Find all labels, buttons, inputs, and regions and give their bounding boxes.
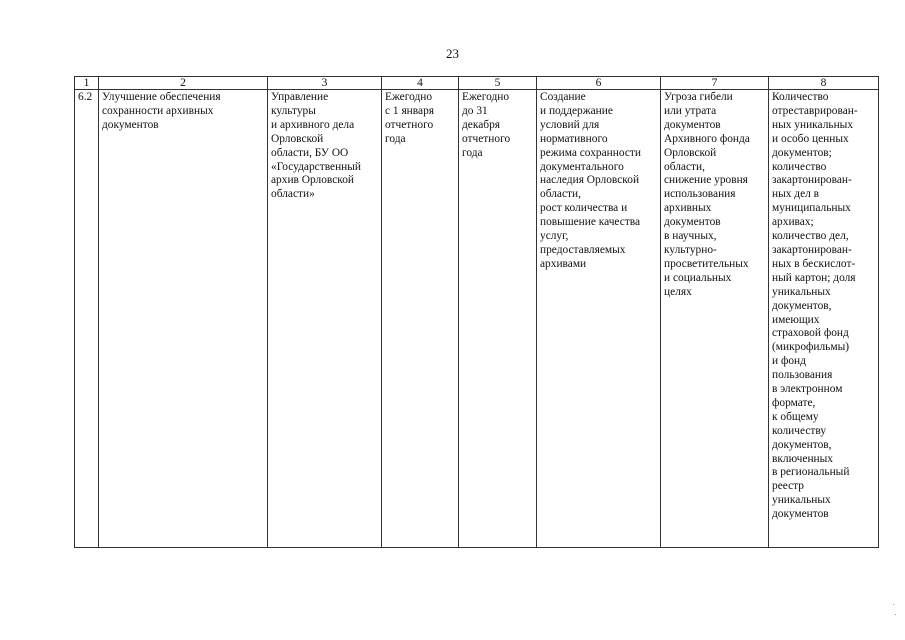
responsible-executor-cell (268, 90, 382, 548)
column-header-8: 8 (769, 77, 879, 90)
page-number: 23 (446, 46, 459, 61)
column-header-4: 4 (382, 77, 459, 90)
column-header-6: 6 (537, 77, 661, 90)
column-header-1: 1 (75, 77, 99, 90)
row-number: 6.2 (78, 91, 93, 103)
column-header-3: 3 (268, 77, 382, 90)
measure-name-cell (99, 90, 268, 548)
column-header-5: 5 (459, 77, 537, 90)
table-row (75, 90, 879, 548)
scan-speck (895, 614, 896, 615)
indicators-cell (769, 90, 879, 548)
scan-speck (893, 604, 894, 605)
start-date: Ежегодно с 1 января отчетного года (385, 91, 434, 145)
indicators: Количество отреставрирован- ных уникальных и особо ценных документов; количество закартонирован- ных дел в муниципальных архивах; количество дел, закартонирован- ных в бескислот- ный картон; доля уникальных документов, имеющих страховой фонд (микрофильмы) и фонд пользования в электронном формате, к общему количеству документов, включенных в региональный реестр уникальных документов (772, 91, 858, 521)
column-header-2: 2 (99, 77, 268, 90)
start-date-cell (382, 90, 459, 548)
measure-name: Улучшение обеспечения сохранности архивных документов (102, 91, 221, 131)
expected-result: Создание и поддержание условий для нормативного режима сохранности документального наследия Орловской области, рост количества и повышение качества услуг, предоставляемых архивами (540, 91, 641, 270)
expected-result-cell (537, 90, 661, 548)
end-date-cell (459, 90, 537, 548)
consequences: Угроза гибели или утрата документов Архивного фонда Орловской области, снижение уровня использования архивных документов в научных, культурно- просветительных и социальных целях (664, 91, 750, 298)
end-date: Ежегодно до 31 декабря отчетного года (462, 91, 511, 159)
data-table (74, 76, 879, 548)
consequences-cell (661, 90, 769, 548)
responsible-executor: Управление культуры и архивного дела Орловской области, БУ ОО «Государственный архив Орловской области» (271, 91, 362, 201)
row-number-cell (75, 90, 99, 548)
header-row (75, 77, 879, 90)
column-header-7: 7 (661, 77, 769, 90)
